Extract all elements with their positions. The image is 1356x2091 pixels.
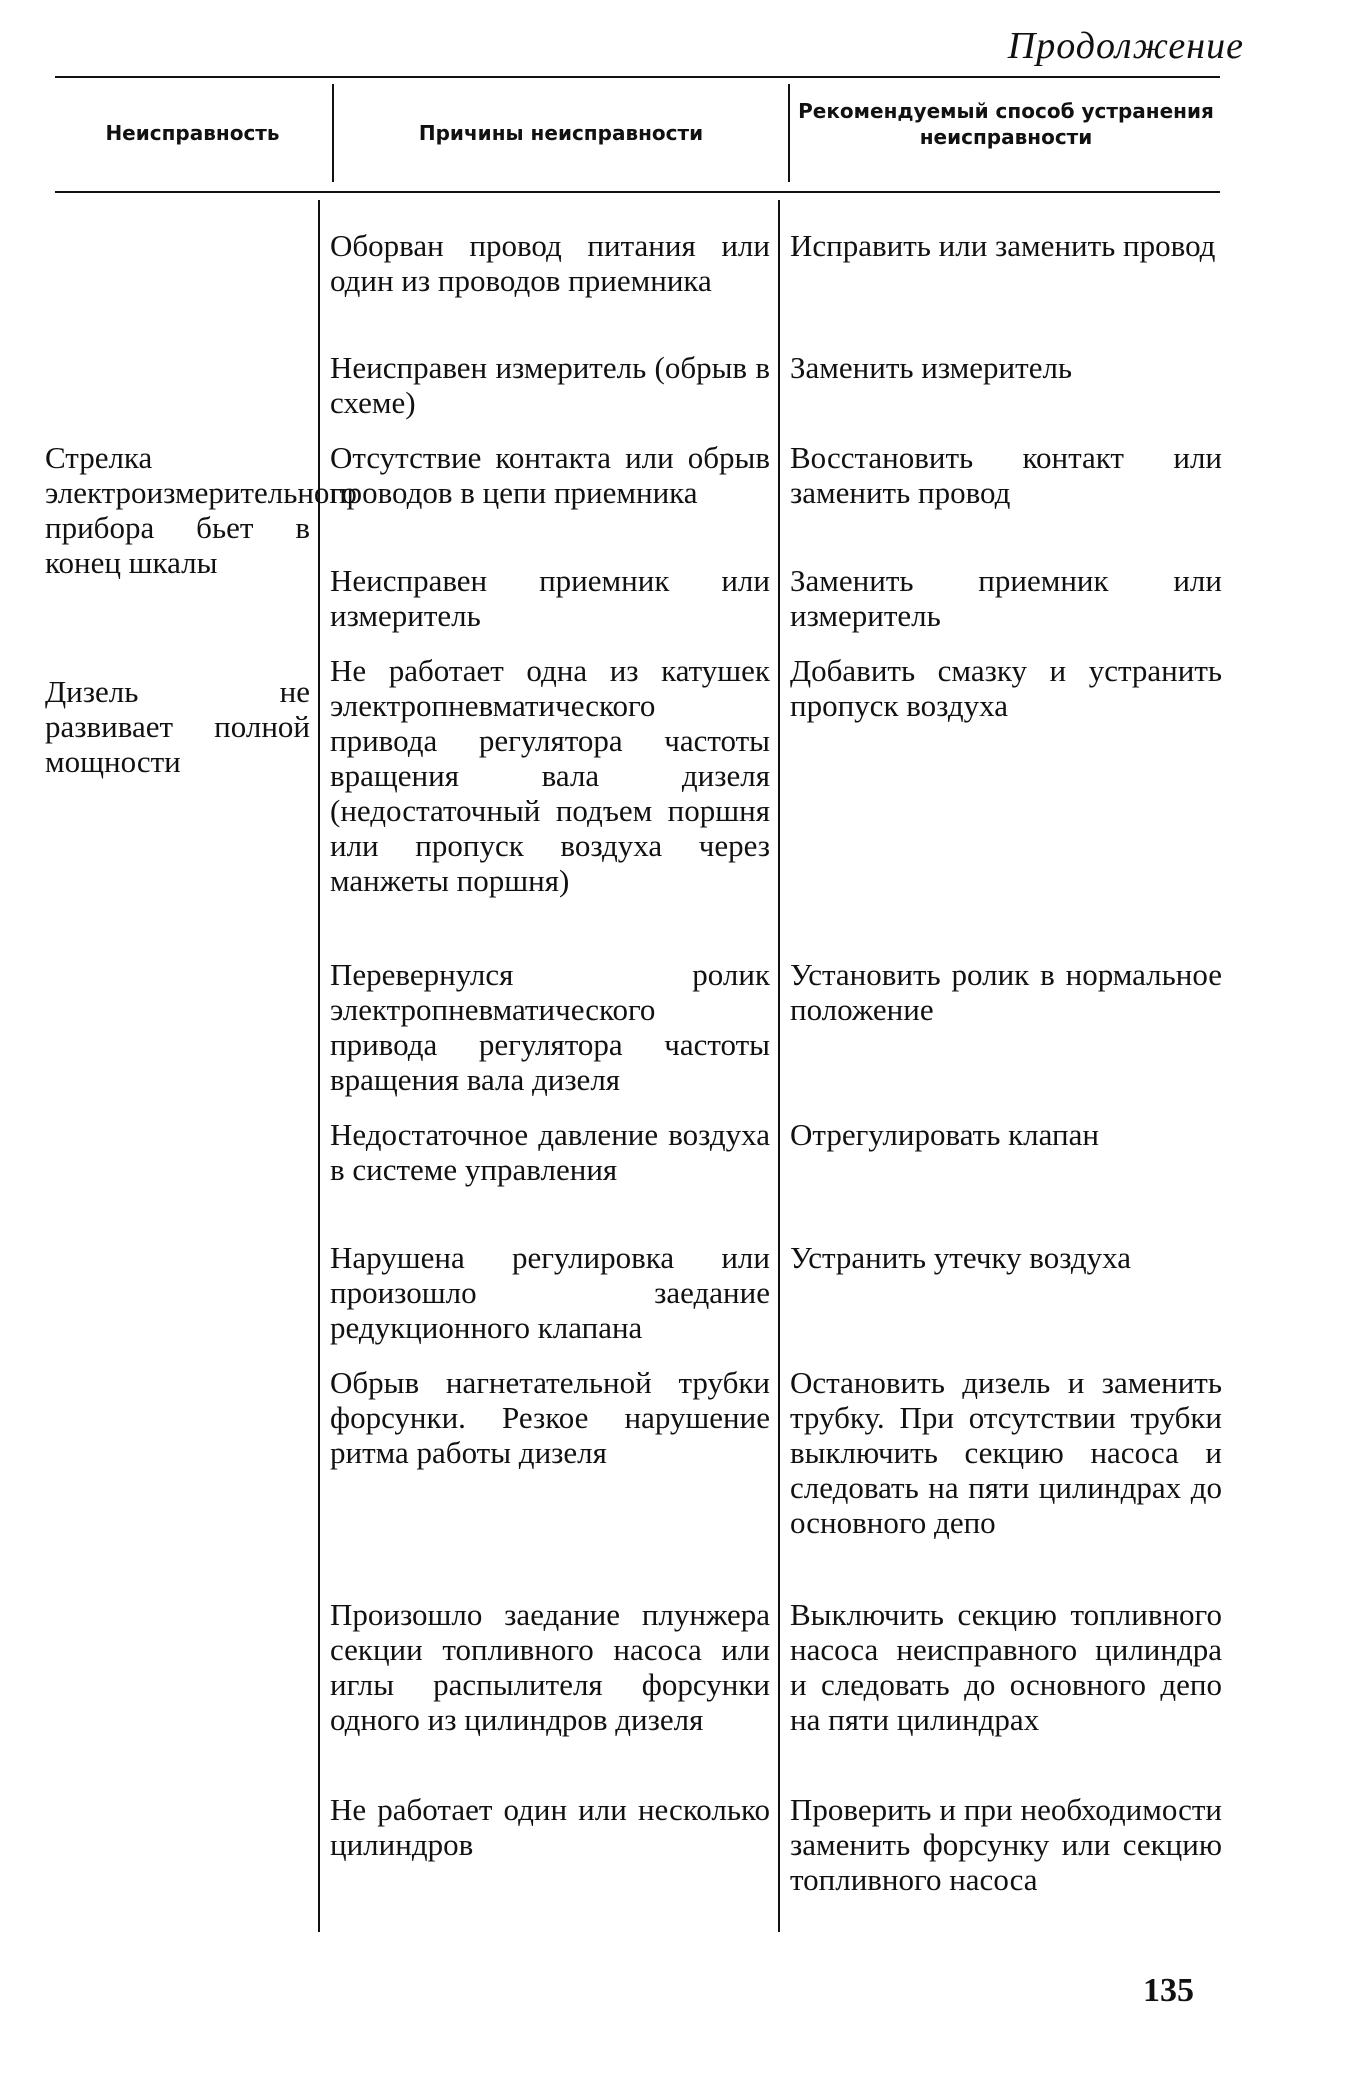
cause-cell: Произошло заедание плунжера секции топливного насоса или иглы распылителя форсунки одного из цилиндров дизеля bbox=[330, 1597, 770, 1737]
column-header-remedy: Рекомендуемый способ устранения неисправности bbox=[798, 99, 1214, 149]
remedy-cell: Исправить или заменить провод bbox=[790, 228, 1216, 263]
continuation-label: Продолжение bbox=[1007, 25, 1244, 67]
body-divider-2 bbox=[778, 200, 780, 1932]
cause-cell: Не работает одна из катушек электропневматического привода регулятора частоты вращения вала дизеля (недостаточный подъем поршня или пропуск воздуха через манжеты поршня) bbox=[330, 653, 770, 898]
remedy-cell: Проверить и при необходимости заменить форсунку или секцию топливного насоса bbox=[790, 1792, 1222, 1897]
fault-cell: Стрелка электроизмерительного прибора бьет в конец шкалы bbox=[45, 440, 357, 580]
remedy-cell: Отрегулировать клапан bbox=[790, 1117, 1099, 1152]
cause-cell: Обрыв нагнетательной трубки форсунки. Резкое нарушение ритма работы дизеля bbox=[330, 1365, 770, 1470]
table-top-rule bbox=[55, 76, 1220, 78]
cause-cell: Не работает один или несколько цилиндров bbox=[330, 1792, 770, 1862]
body-divider-1 bbox=[318, 200, 320, 1932]
remedy-cell: Установить ролик в нормальное положение bbox=[790, 957, 1222, 1027]
remedy-cell: Выключить секцию топливного насоса неисправного цилиндра и следовать до основного депо на пяти цилиндрах bbox=[790, 1597, 1222, 1737]
remedy-cell: Заменить приемник или измеритель bbox=[790, 563, 1222, 633]
remedy-cell: Добавить смазку и устранить пропуск воздуха bbox=[790, 653, 1222, 723]
column-header-cause: Причины неисправности bbox=[418, 121, 704, 145]
cause-cell: Отсутствие контакта или обрыв проводов в цепи приемника bbox=[330, 440, 770, 510]
remedy-cell: Устранить утечку воздуха bbox=[790, 1240, 1132, 1275]
page-number: 135 bbox=[1143, 1972, 1194, 2009]
cause-cell: Неисправен приемник или измеритель bbox=[330, 563, 770, 633]
remedy-cell: Остановить дизель и заменить трубку. При отсутствии трубки выключить секцию насоса и следовать на пяти цилиндрах до основного депо bbox=[790, 1365, 1222, 1540]
cause-cell: Неисправен измеритель (обрыв в схеме) bbox=[330, 350, 770, 420]
fault-cell: Дизель не развивает полной мощности bbox=[45, 674, 310, 779]
remedy-cell: Восстановить контакт или заменить провод bbox=[790, 440, 1222, 510]
header-divider-1 bbox=[332, 84, 334, 182]
cause-cell: Оборван провод питания или один из проводов приемника bbox=[330, 228, 770, 298]
cause-cell: Недостаточное давление воздуха в системе управления bbox=[330, 1117, 770, 1187]
cause-cell: Перевернулся ролик электропневматического привода регулятора частоты вращения вала дизеля bbox=[330, 957, 770, 1097]
remedy-cell: Заменить измеритель bbox=[790, 350, 1073, 385]
header-divider-2 bbox=[788, 84, 790, 182]
cause-cell: Нарушена регулировка или произошло заедание редукционного клапана bbox=[330, 1240, 770, 1345]
table-header-rule bbox=[55, 191, 1220, 193]
column-header-fault: Неисправность bbox=[105, 121, 280, 145]
